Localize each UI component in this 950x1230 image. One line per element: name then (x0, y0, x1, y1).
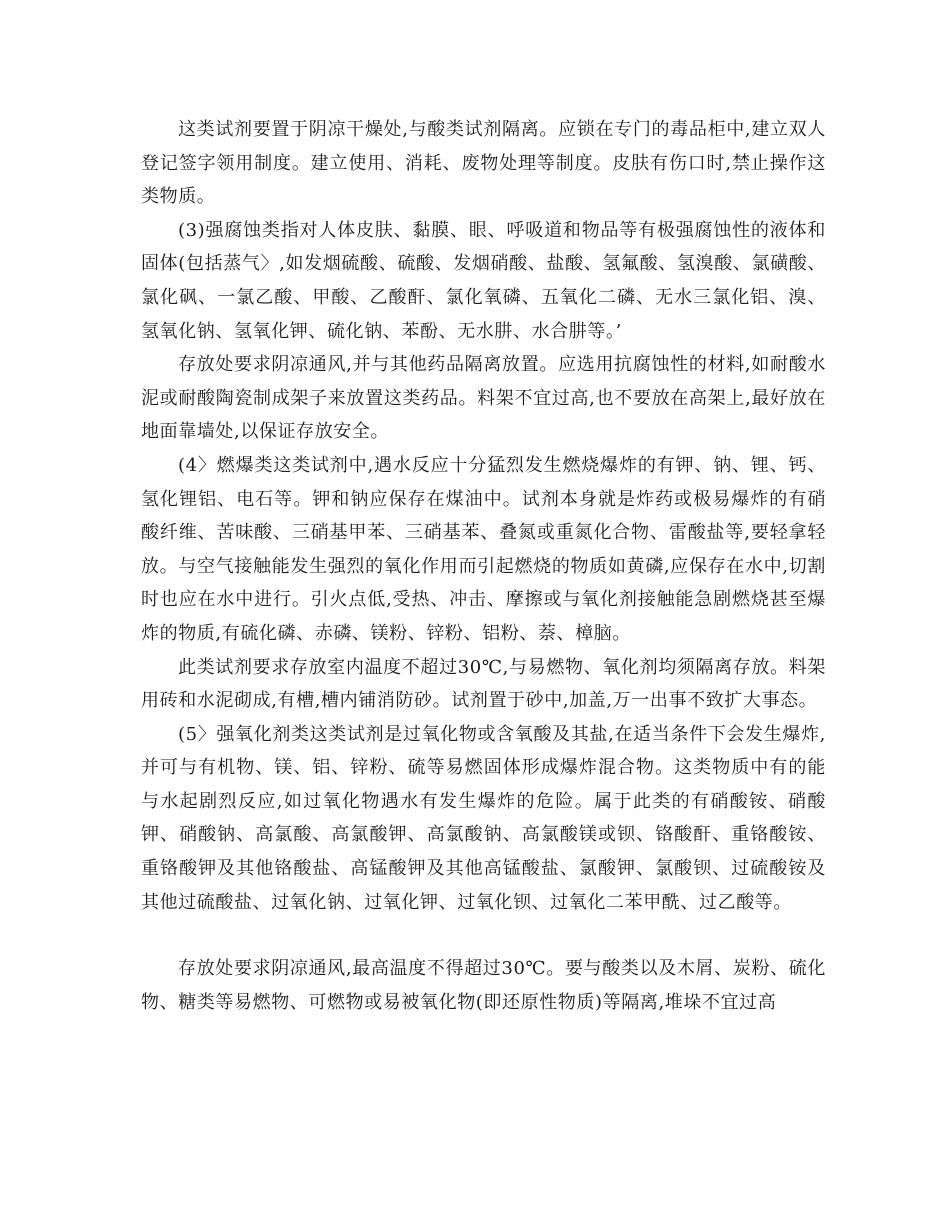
paragraph-oxidizer-definition: (5〉强氧化剂类这类试剂是过氧化物或含氧酸及其盐,在适当条件下会发生爆炸,并可与有机物、镁、铝、锌粉、硫等易燃固体形成爆炸混合物。这类物质中有的能与水起剧烈反应,如过氧化物遇水有发生爆炸的危险。属于此类的有硝酸铵、硝酸钾、硝酸钠、高氯酸、高氯酸钾、高氯酸钠、高氯酸镁或钡、铬酸酐、重铬酸铵、重铬酸钾及其他铬酸盐、高锰酸钾及其他高锰酸盐、氯酸钾、氯酸钡、过硫酸铵及其他过硫酸盐、过氧化钠、过氧化钾、过氧化钡、过氧化二苯甲酰、过乙酸等。 (141, 723, 826, 913)
paragraph-oxidizer-storage: 存放处要求阴凉通风,最高温度不得超过30℃。要与酸类以及木屑、炭粉、硫化物、糖类等易燃物、可燃物或易被氧化物(即还原性物质)等隔离,堆垛不宜过高 (141, 958, 826, 1013)
paragraph-corrosive-storage: 存放处要求阴凉通风,并与其他药品隔离放置。应选用抗腐蚀性的材料,如耐酸水泥或耐酸陶瓷制成架子来放置这类药品。料架不宜过高,也不要放在高架上,最好放在地面靠墙处,以保证存放安全。 (141, 354, 826, 443)
paragraph-toxic-storage: 这类试剂要置于阴凉干燥处,与酸类试剂隔离。应锁在专门的毒品柜中,建立双人登记签字领用制度。建立使用、消耗、废物处理等制度。皮肤有伤口时,禁止操作这类物质。 (141, 119, 826, 208)
document-body (141, 113, 826, 1019)
paragraph-flammable-definition: (4〉燃爆类这类试剂中,遇水反应十分猛烈发生燃烧爆炸的有钾、钠、锂、钙、氢化锂铝、电石等。钾和钠应保存在煤油中。试剂本身就是炸药或极易爆炸的有硝酸纤维、苦味酸、三硝基甲苯、三硝基苯、叠氮或重氮化合物、雷酸盐等,要轻拿轻放。与空气接触能发生强烈的氧化作用而引起燃烧的物质如黄磷,应保存在水中,切割时也应在水中进行。引火点低,受热、冲击、摩擦或与氧化剂接触能急剧燃烧甚至爆炸的物质,有硫化磷、赤磷、镁粉、锌粉、铝粉、萘、樟脑。 (141, 454, 826, 644)
paragraph-corrosive-definition: (3)强腐蚀类指对人体皮肤、黏膜、眼、呼吸道和物品等有极强腐蚀性的液体和固体(包括蒸气〉,如发烟硫酸、硫酸、发烟硝酸、盐酸、氢氟酸、氢溴酸、氯磺酸、氯化砜、一氯乙酸、甲酸、乙酸酐、氯化氧磷、五氧化二磷、无水三氯化铝、溴、氢氧化钠、氢氧化钾、硫化钠、苯酚、无水肼、水合肼等。’ (141, 219, 826, 342)
paragraph-flammable-storage: 此类试剂要求存放室内温度不超过30℃,与易燃物、氧化剂均须隔离存放。料架用砖和水泥砌成,有槽,槽内铺消防砂。试剂置于砂中,加盖,万一出事不致扩大事态。 (141, 656, 826, 712)
